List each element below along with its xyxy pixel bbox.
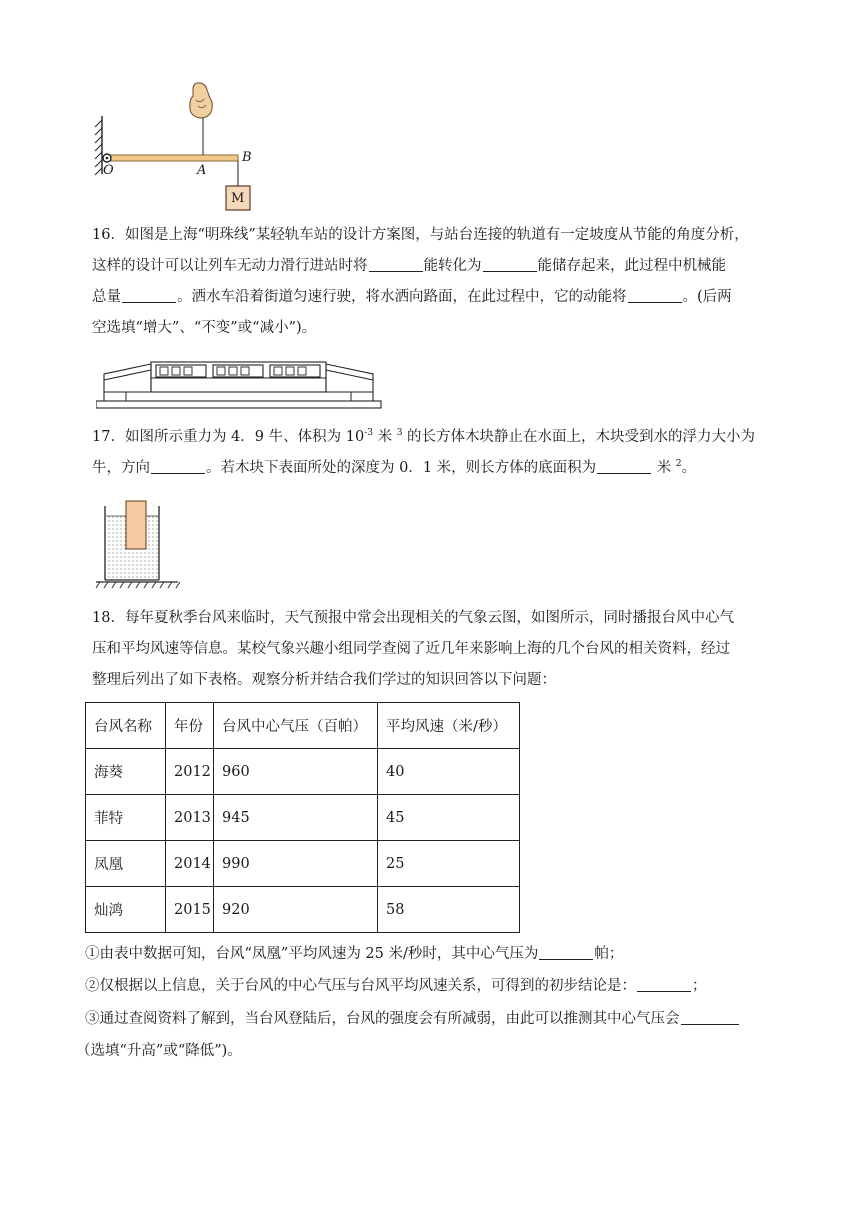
q17-superscript: 2 — [675, 459, 682, 469]
label-B: B — [242, 150, 252, 165]
table-row — [86, 887, 520, 933]
table-cell: 58 — [378, 887, 520, 933]
table-cell: 2015 — [166, 887, 214, 933]
table-cell: 2013 — [166, 795, 214, 841]
answer-blank[interactable] — [483, 255, 537, 272]
q16-text: 总量 — [92, 289, 121, 305]
table-cell: 920 — [214, 887, 378, 933]
label-M: M — [231, 191, 245, 206]
table-row — [86, 795, 520, 841]
question-16 — [92, 220, 772, 344]
answer-blank[interactable] — [681, 1008, 739, 1025]
table-cell: 960 — [214, 749, 378, 795]
q18-sub-3-cont — [76, 1039, 242, 1060]
answer-blank[interactable] — [369, 255, 423, 272]
table-header-cell: 平均风速（米/秒） — [378, 703, 520, 749]
label-A: A — [197, 163, 207, 178]
typhoon-table — [85, 702, 520, 933]
q17-text: 。 — [681, 460, 697, 476]
table-cell: 2012 — [166, 749, 214, 795]
table-cell: 25 — [378, 841, 520, 887]
q16-text: 这样的设计可以让列车无动力滑行进站时将 — [92, 258, 368, 274]
q18-text: 帕； — [594, 946, 624, 962]
q18-sub-3 — [85, 1007, 740, 1028]
q16-line-4: 空选填“增大”、“不变”或“减小”)。 — [92, 320, 317, 336]
q17-text: 米 — [372, 429, 397, 445]
q18-sub-2 — [85, 974, 707, 995]
answer-blank[interactable] — [597, 457, 651, 474]
question-17 — [92, 422, 772, 484]
table-row — [86, 841, 520, 887]
table-cell: 45 — [378, 795, 520, 841]
q18-text: （选填“升高”或“降低”)。 — [76, 1043, 242, 1059]
q17-superscript: 3 — [396, 428, 403, 438]
q16-text: 能储存起来，此过程中机械能 — [537, 258, 726, 274]
q18-line-3: 整理后列出了如下表格。观察分析并结合我们学过的知识回答以下问题： — [92, 672, 556, 688]
table-cell: 灿鸿 — [86, 887, 166, 933]
q18-text: ； — [692, 978, 707, 994]
table-header-cell: 台风中心气压（百帕） — [214, 703, 378, 749]
beaker-figure — [92, 496, 182, 592]
table-cell: 945 — [214, 795, 378, 841]
q16-text: 能转化为 — [423, 258, 482, 274]
q16-text: 。(后两 — [682, 289, 732, 305]
q17-superscript: -3 — [364, 428, 373, 438]
table-cell: 凤凰 — [86, 841, 166, 887]
answer-blank[interactable] — [628, 286, 682, 303]
label-O: O — [103, 163, 114, 178]
q18-line-1: 18．每年夏秋季台风来临时，天气预报中常会出现相关的气象云图，如图所示，同时播报台风中心气 — [92, 610, 734, 626]
answer-blank[interactable] — [151, 457, 205, 474]
table-cell: 40 — [378, 749, 520, 795]
table-row — [86, 749, 520, 795]
station-figure — [96, 352, 386, 412]
q18-line-2: 压和平均风速等信息。某校气象兴趣小组同学查阅了近几年来影响上海的几个台风的相关资料，经过 — [92, 641, 730, 657]
q18-text: ②仅根据以上信息，关于台风的中心气压与台风平均风速关系，可得到的初步结论是： — [85, 978, 636, 994]
table-header-cell: 台风名称 — [86, 703, 166, 749]
q18-text: ①由表中数据可知，台风“凤凰”平均风速为 25 米/秒时，其中心气压为 — [85, 946, 539, 962]
q17-text: 米 — [652, 460, 676, 476]
answer-blank[interactable] — [122, 286, 176, 303]
table-header-row — [86, 703, 520, 749]
question-18 — [92, 603, 772, 696]
table-cell: 海葵 — [86, 749, 166, 795]
answer-blank[interactable] — [539, 943, 593, 960]
table-header-cell: 年份 — [166, 703, 214, 749]
answer-blank[interactable] — [637, 975, 691, 992]
q17-text: 的长方体木块静止在水面上，木块受到水的浮力大小为 — [402, 429, 756, 445]
q17-text: 。若木块下表面所处的深度为 0．1 米，则长方体的底面积为 — [206, 460, 597, 476]
q16-text: 。洒水车沿着街道匀速行驶，将水洒向路面，在此过程中，它的动能将 — [177, 289, 627, 305]
q17-text: 牛，方向 — [92, 460, 150, 476]
q16-line-1: 16．如图是上海“明珠线”某轻轨车站的设计方案图，与站台连接的轨道有一定坡度从节能的角度分析， — [92, 227, 749, 243]
table-cell: 990 — [214, 841, 378, 887]
q17-line-1 — [92, 422, 772, 453]
q17-text: 17．如图所示重力为 4．9 牛、体积为 10 — [92, 429, 365, 445]
q18-sub-1 — [85, 942, 623, 963]
q16-line-3 — [92, 282, 772, 313]
q16-line-2 — [92, 251, 772, 282]
table-cell: 菲特 — [86, 795, 166, 841]
q17-line-2 — [92, 453, 772, 484]
table-cell: 2014 — [166, 841, 214, 887]
q18-text: ③通过查阅资料了解到，当台风登陆后，台风的强度会有所减弱，由此可以推测其中心气压会 — [85, 1011, 680, 1027]
